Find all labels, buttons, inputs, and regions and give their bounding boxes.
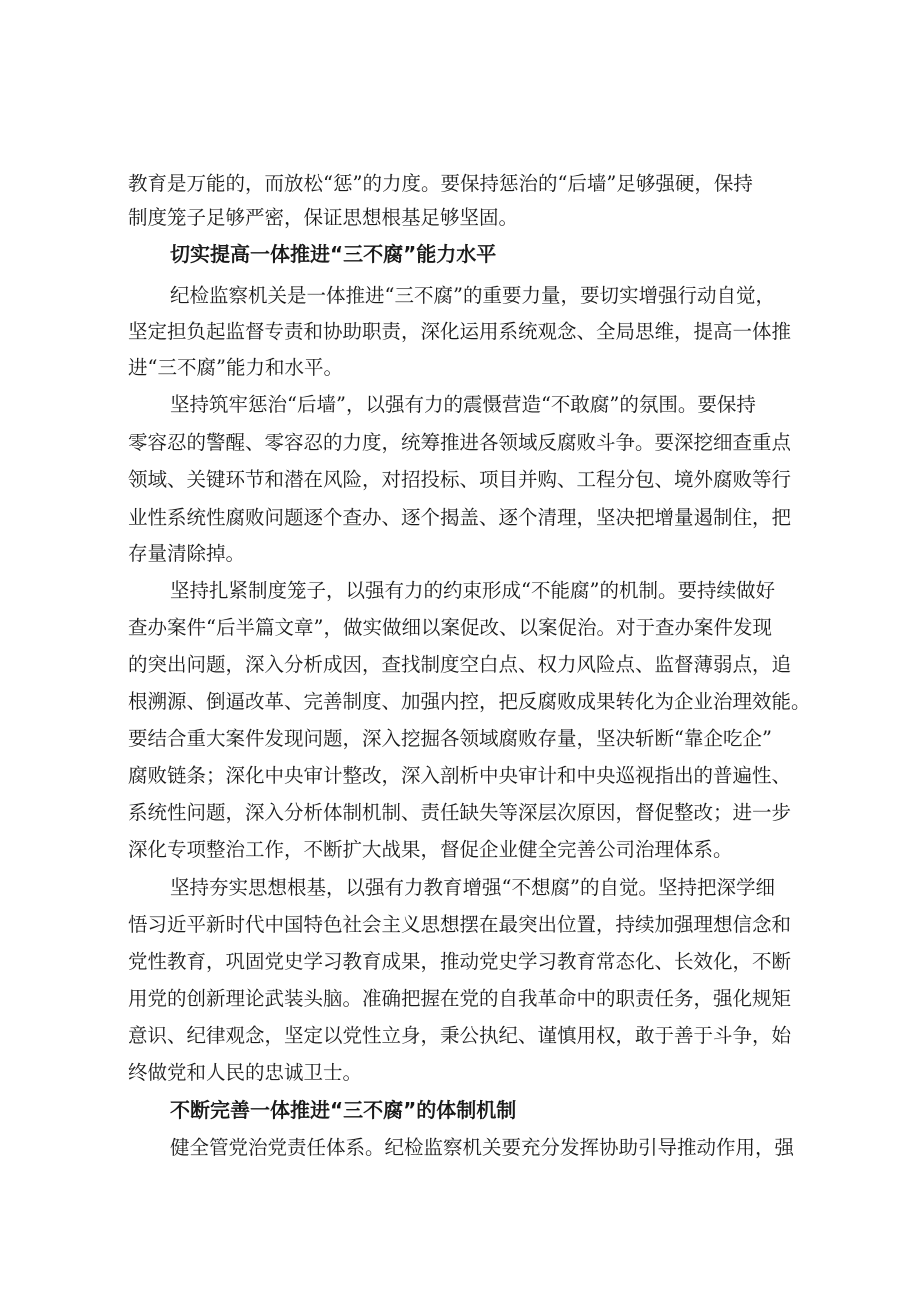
- body-text-line: 查办案件“后半篇文章”，做实做细以案促改、以案促治。对于查办案件发现: [128, 616, 772, 639]
- body-text-line: 意识、纪律观念，坚定以党性立身，秉公执纪、谨慎用权，敢于善于斗争，始: [128, 1024, 792, 1047]
- section-heading: 不断完善一体推进“三不腐”的体制机制: [170, 1098, 517, 1122]
- body-text-line: 党性教育，巩固党史学习教育成果，推动党史学习教育常态化、长效化，不断: [128, 950, 792, 973]
- body-text-line: 教育是万能的，而放松“惩”的力度。要保持惩治的“后墙”足够强硬，保持: [128, 172, 753, 195]
- paragraph-first-line: 纪检监察机关是一体推进“三不腐”的重要力量，要切实增强行动自觉，: [170, 284, 775, 307]
- body-text-line: 存量清除掉。: [128, 542, 246, 565]
- body-text-line: 腐败链条；深化中央审计整改，深入剖析中央审计和中央巡视指出的普遍性、: [128, 764, 792, 787]
- body-text-line: 用党的创新理论武装头脑。准确把握在党的自我革命中的职责任务，强化规矩: [128, 987, 792, 1010]
- body-text-line: 根溯源、倒逼改革、完善制度、加强内控，把反腐败成果转化为企业治理效能。: [128, 690, 811, 713]
- body-text-line: 的突出问题，深入分析成因，查找制度空白点、权力风险点、监督薄弱点，追: [128, 653, 792, 676]
- paragraph-first-line: 坚持夯实思想根基，以强有力教育增强“不想腐”的自觉。坚持把深学细: [170, 876, 775, 899]
- body-text-line: 深化专项整治工作，不断扩大战果，督促企业健全完善公司治理体系。: [128, 838, 733, 861]
- body-text-line: 进“三不腐”能力和水平。: [128, 356, 343, 379]
- body-text-line: 终做党和人民的忠诚卫士。: [128, 1061, 363, 1084]
- paragraph-first-line: 健全管党治党责任体系。纪检监察机关要充分发挥协助引导推动作用，强: [170, 1136, 795, 1159]
- body-text-line: 系统性问题，深入分析体制机制、责任缺失等深层次原因，督促整改；进一步: [128, 801, 792, 824]
- body-text-line: 要结合重大案件发现问题，深入挖掘各领域腐败存量，坚决斩断“靠企吃企”: [128, 727, 772, 750]
- paragraph-first-line: 坚持筑牢惩治“后墙”，以强有力的震慑营造“不敢腐”的氛围。要保持: [170, 393, 756, 416]
- body-text-line: 制度笼子足够严密，保证思想根基足够坚固。: [128, 206, 519, 229]
- paragraph-first-line: 坚持扎紧制度笼子，以强有力的约束形成“不能腐”的机制。要持续做好: [170, 579, 775, 602]
- body-text-line: 业性系统性腐败问题逐个查办、逐个揭盖、逐个清理，坚决把增量遏制住，把: [128, 506, 792, 529]
- body-text-line: 坚定担负起监督专责和协助职责，深化运用系统观念、全局思维，提高一体推: [128, 320, 792, 343]
- body-text-line: 零容忍的警醒、零容忍的力度，统筹推进各领域反腐败斗争。要深挖细查重点: [128, 431, 792, 454]
- section-heading: 切实提高一体推进“三不腐”能力水平: [170, 242, 497, 266]
- body-text-line: 领域、关键环节和潜在风险，对招投标、项目并购、工程分包、境外腐败等行: [128, 468, 792, 491]
- body-text-line: 悟习近平新时代中国特色社会主义思想摆在最突出位置，持续加强理想信念和: [128, 913, 792, 936]
